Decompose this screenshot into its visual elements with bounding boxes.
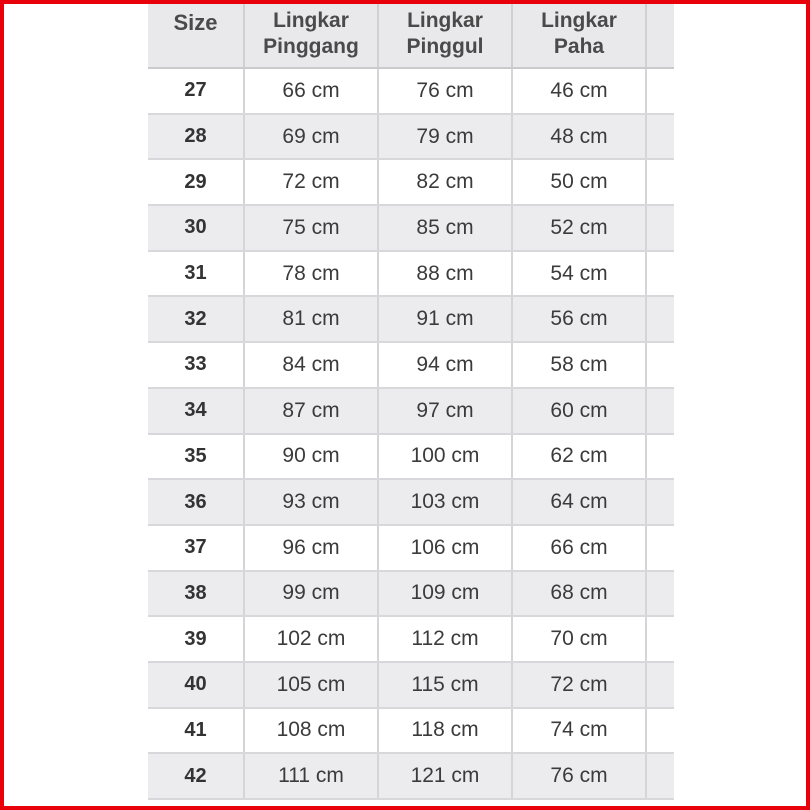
thigh-cell: 46 cm xyxy=(512,68,646,114)
header-thigh-line2: Paha xyxy=(553,35,605,58)
size-cell: 39 xyxy=(148,616,244,662)
header-waist-line1: Lingkar xyxy=(273,9,349,32)
header-waist xyxy=(244,4,378,68)
hip-cell: 82 cm xyxy=(378,159,512,205)
cropped-column-cell xyxy=(646,753,674,799)
size-cell: 40 xyxy=(148,662,244,708)
waist-cell: 90 cm xyxy=(244,434,378,480)
table-row xyxy=(148,159,674,205)
waist-cell: 75 cm xyxy=(244,205,378,251)
hip-cell: 109 cm xyxy=(378,571,512,617)
thigh-cell: 60 cm xyxy=(512,388,646,434)
hip-cell: 106 cm xyxy=(378,525,512,571)
table-row xyxy=(148,753,674,799)
hip-cell: 79 cm xyxy=(378,114,512,160)
cropped-column-cell xyxy=(646,571,674,617)
cropped-column-cell xyxy=(646,708,674,754)
thigh-cell: 58 cm xyxy=(512,342,646,388)
cropped-column-cell xyxy=(646,434,674,480)
hip-cell: 100 cm xyxy=(378,434,512,480)
size-cell: 33 xyxy=(148,342,244,388)
thigh-cell: 50 cm xyxy=(512,159,646,205)
size-cell: 31 xyxy=(148,251,244,297)
hip-cell: 118 cm xyxy=(378,708,512,754)
size-cell: 32 xyxy=(148,296,244,342)
hip-cell: 91 cm xyxy=(378,296,512,342)
size-cell: 42 xyxy=(148,753,244,799)
cropped-column-cell xyxy=(646,296,674,342)
thigh-cell: 66 cm xyxy=(512,525,646,571)
hip-cell: 115 cm xyxy=(378,662,512,708)
waist-cell: 69 cm xyxy=(244,114,378,160)
size-cell: 34 xyxy=(148,388,244,434)
table-row xyxy=(148,205,674,251)
size-cell: 38 xyxy=(148,571,244,617)
cropped-column-cell xyxy=(646,525,674,571)
header-waist-line2: Pinggang xyxy=(263,35,359,58)
size-cell: 35 xyxy=(148,434,244,480)
table-row xyxy=(148,662,674,708)
hip-cell: 103 cm xyxy=(378,479,512,525)
size-cell: 28 xyxy=(148,114,244,160)
table-row xyxy=(148,114,674,160)
thigh-cell: 64 cm xyxy=(512,479,646,525)
hip-cell: 85 cm xyxy=(378,205,512,251)
thigh-cell: 48 cm xyxy=(512,114,646,160)
waist-cell: 78 cm xyxy=(244,251,378,297)
table-row xyxy=(148,342,674,388)
table-header xyxy=(148,4,674,68)
thigh-cell: 68 cm xyxy=(512,571,646,617)
size-cell: 27 xyxy=(148,68,244,114)
waist-cell: 72 cm xyxy=(244,159,378,205)
size-cell: 30 xyxy=(148,205,244,251)
table-row xyxy=(148,616,674,662)
waist-cell: 93 cm xyxy=(244,479,378,525)
hip-cell: 88 cm xyxy=(378,251,512,297)
header-hip xyxy=(378,4,512,68)
thigh-cell: 62 cm xyxy=(512,434,646,480)
header-hip-line2: Pinggul xyxy=(406,35,484,58)
waist-cell: 111 cm xyxy=(244,753,378,799)
table-body xyxy=(148,68,674,799)
table-row xyxy=(148,708,674,754)
size-chart-table xyxy=(148,4,674,800)
cropped-column-cell xyxy=(646,251,674,297)
hip-cell: 76 cm xyxy=(378,68,512,114)
waist-cell: 84 cm xyxy=(244,342,378,388)
waist-cell: 96 cm xyxy=(244,525,378,571)
thigh-cell: 76 cm xyxy=(512,753,646,799)
waist-cell: 105 cm xyxy=(244,662,378,708)
table-row xyxy=(148,251,674,297)
waist-cell: 81 cm xyxy=(244,296,378,342)
waist-cell: 87 cm xyxy=(244,388,378,434)
hip-cell: 121 cm xyxy=(378,753,512,799)
thigh-cell: 70 cm xyxy=(512,616,646,662)
thigh-cell: 56 cm xyxy=(512,296,646,342)
size-chart-sheet xyxy=(148,4,674,810)
size-cell: 36 xyxy=(148,479,244,525)
cropped-column-cell xyxy=(646,205,674,251)
header-size: Size xyxy=(148,4,244,68)
table-row xyxy=(148,296,674,342)
waist-cell: 102 cm xyxy=(244,616,378,662)
hip-cell: 97 cm xyxy=(378,388,512,434)
table-row xyxy=(148,434,674,480)
hip-cell: 94 cm xyxy=(378,342,512,388)
header-cropped-column xyxy=(646,4,674,68)
header-thigh-line1: Lingkar xyxy=(541,9,617,32)
waist-cell: 108 cm xyxy=(244,708,378,754)
table-row xyxy=(148,68,674,114)
thigh-cell: 74 cm xyxy=(512,708,646,754)
cropped-column-cell xyxy=(646,479,674,525)
size-cell: 37 xyxy=(148,525,244,571)
header-hip-line1: Lingkar xyxy=(407,9,483,32)
table-row xyxy=(148,388,674,434)
table-row xyxy=(148,525,674,571)
thigh-cell: 52 cm xyxy=(512,205,646,251)
cropped-column-cell xyxy=(646,68,674,114)
cropped-column-cell xyxy=(646,388,674,434)
thigh-cell: 54 cm xyxy=(512,251,646,297)
table-row xyxy=(148,479,674,525)
table-row xyxy=(148,571,674,617)
size-cell: 29 xyxy=(148,159,244,205)
hip-cell: 112 cm xyxy=(378,616,512,662)
cropped-column-cell xyxy=(646,342,674,388)
thigh-cell: 72 cm xyxy=(512,662,646,708)
cropped-column-cell xyxy=(646,159,674,205)
cropped-column-cell xyxy=(646,616,674,662)
waist-cell: 66 cm xyxy=(244,68,378,114)
header-row xyxy=(148,4,674,68)
waist-cell: 99 cm xyxy=(244,571,378,617)
cropped-column-cell xyxy=(646,662,674,708)
size-cell: 41 xyxy=(148,708,244,754)
cropped-column-cell xyxy=(646,114,674,160)
header-thigh xyxy=(512,4,646,68)
